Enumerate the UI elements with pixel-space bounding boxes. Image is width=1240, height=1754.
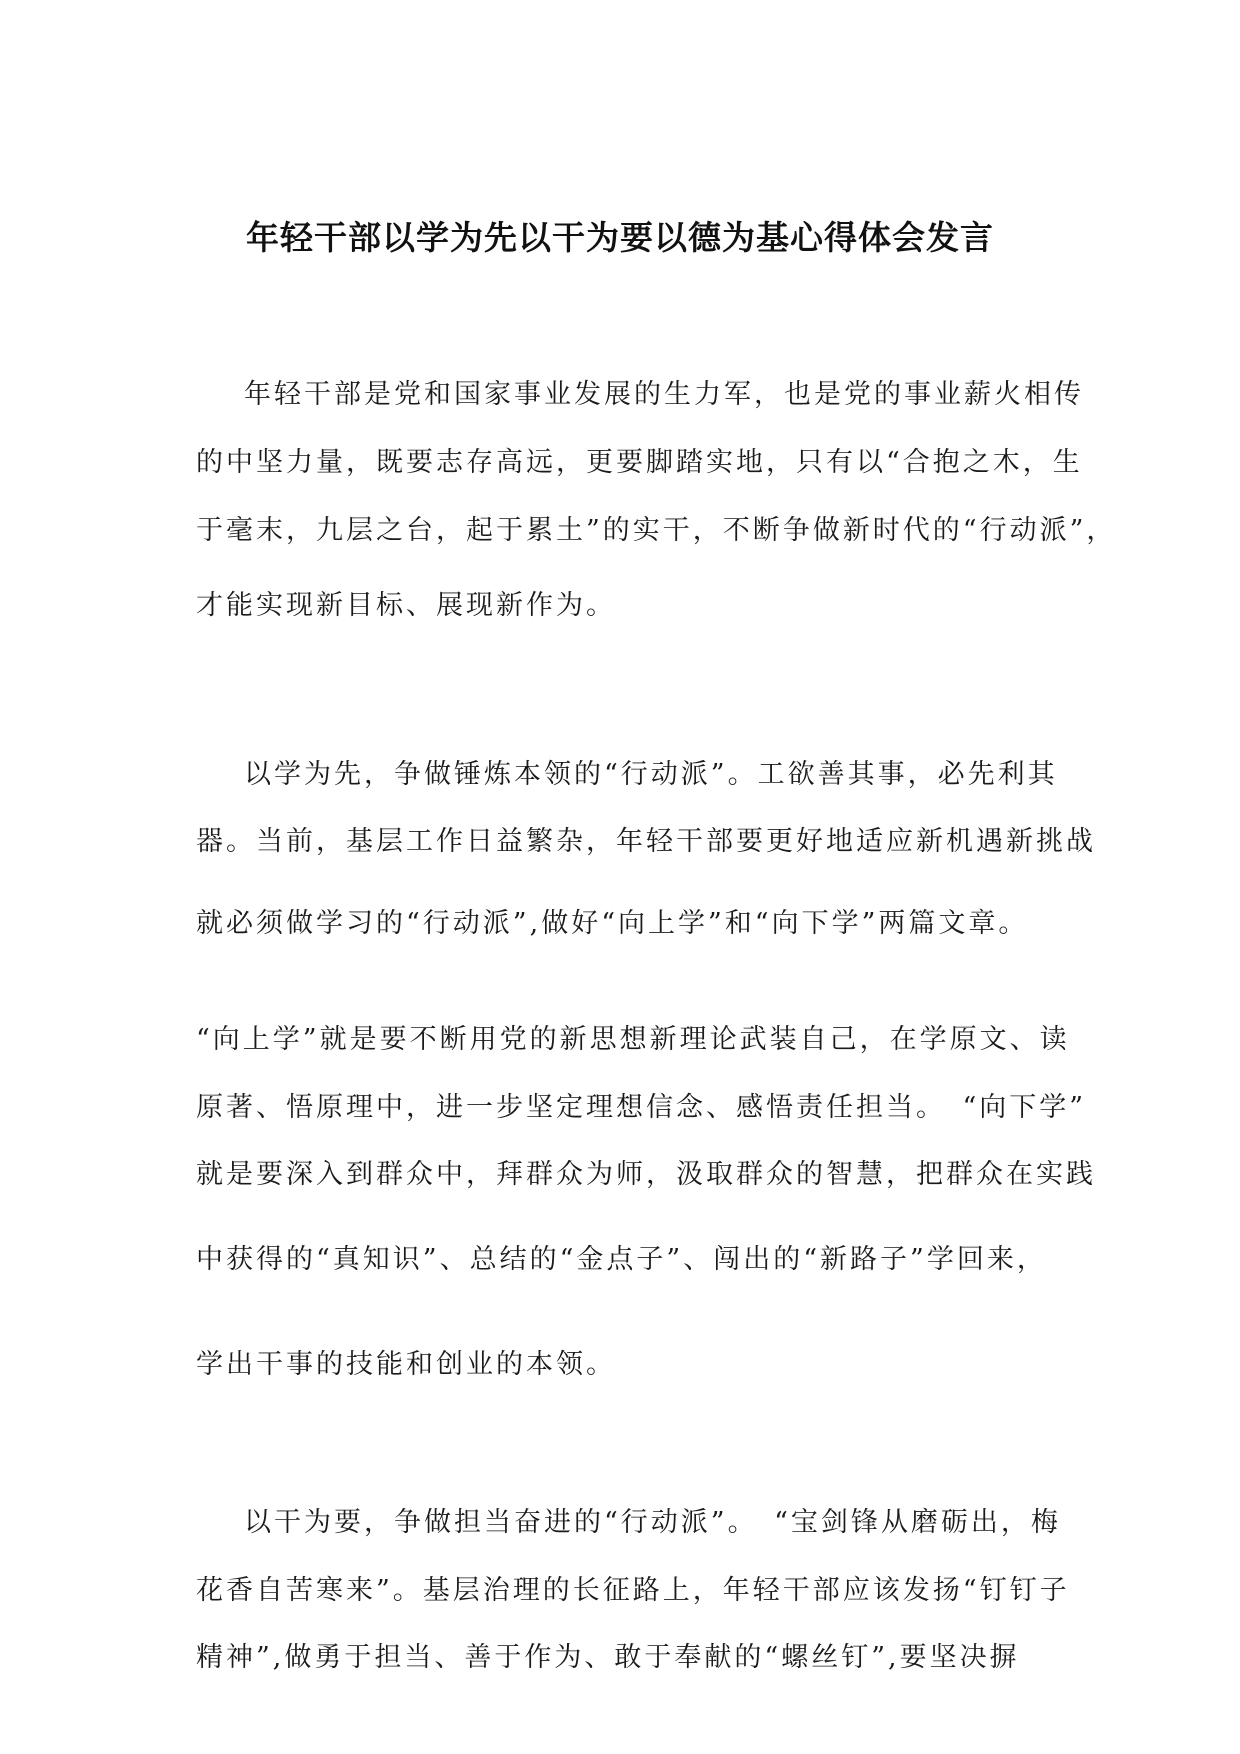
document-title: 年轻干部以学为先以干为要以德为基心得体会发言	[246, 218, 994, 257]
paragraph-2-line-2: 器。当前，基层工作日益繁杂，年轻干部要更好地适应新机遇新挑战	[196, 826, 1096, 857]
paragraph-2-line-3: 就必须做学习的“行动派”,做好“向上学”和“向下学”两篇文章。	[196, 908, 1029, 939]
paragraph-1-line-4: 才能实现新目标、展现新作为。	[196, 590, 616, 621]
paragraph-1-line-3: 于毫末，九层之台，起于累土”的实干，不断争做新时代的“行动派”，	[196, 515, 1117, 546]
paragraph-1-line-2: 的中坚力量，既要志存高远，更要脚踏实地，只有以“合抱之木，生	[196, 447, 1083, 478]
paragraph-2-line-6: 就是要深入到群众中，拜群众为师，汲取群众的智慧，把群众在实践	[196, 1159, 1096, 1190]
paragraph-2-line-7: 中获得的“真知识”、总结的“金点子”、闯出的“新路子”学回来，	[196, 1244, 1047, 1275]
paragraph-3-line-3: 精神”,做勇于担当、善于作为、敢于奉献的“螺丝钉”,要坚决摒	[196, 1642, 1020, 1673]
paragraph-2-line-8: 学出干事的技能和创业的本领。	[196, 1349, 616, 1380]
paragraph-2-line-1: 以学为先，争做锤炼本领的“行动派”。工欲善其事，必先利其	[244, 759, 1058, 790]
paragraph-3-line-2: 花香自苦寒来”。基层治理的长征路上，年轻干部应该发扬“钉钉子	[196, 1575, 1070, 1606]
paragraph-2-line-4: “向上学”就是要不断用党的新思想新理论武装自己，在学原文、读	[196, 1024, 1070, 1055]
paragraph-2-line-5: 原著、悟原理中，进一步坚定理想信念、感悟责任担当。 “向下学”	[196, 1092, 1087, 1123]
paragraph-3-line-1: 以干为要，争做担当奋进的“行动派”。 “宝剑锋从磨砺出，梅	[244, 1507, 1061, 1538]
paragraph-1-line-1: 年轻干部是党和国家事业发展的生力军，也是党的事业薪火相传	[244, 379, 1084, 410]
